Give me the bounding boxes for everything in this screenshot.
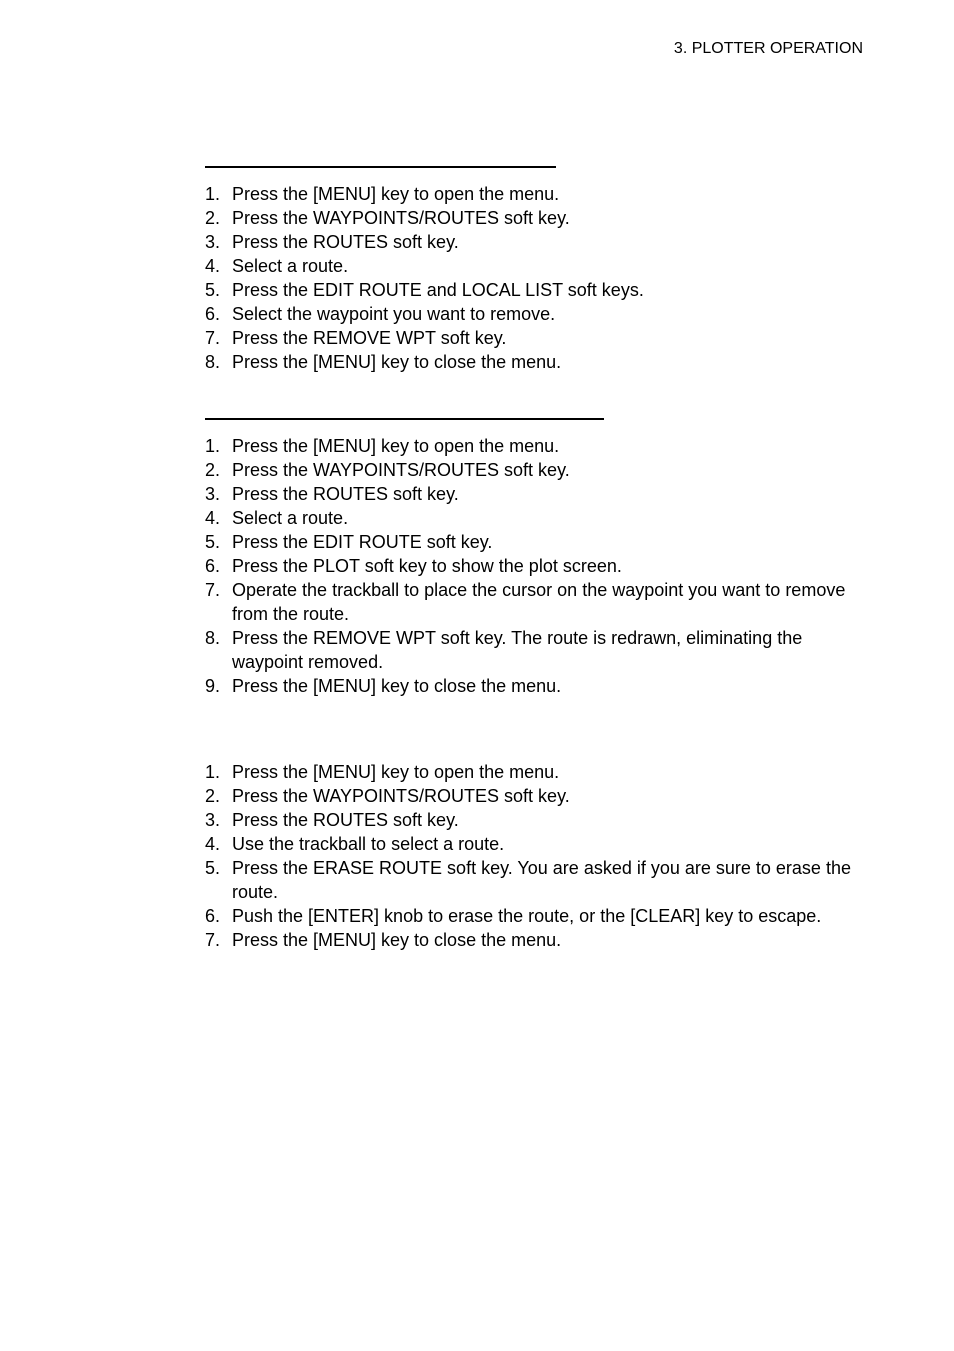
list-item bbox=[205, 808, 870, 832]
list-item bbox=[205, 626, 870, 674]
list-item bbox=[205, 278, 870, 302]
step-number: 7. bbox=[205, 580, 221, 600]
section-1-heading-rule bbox=[205, 166, 556, 168]
list-item bbox=[205, 506, 870, 530]
step-text: Press the PLOT soft key to show the plot screen. bbox=[232, 556, 622, 576]
step-text: Press the ROUTES soft key. bbox=[232, 810, 459, 830]
step-text: Press the ERASE ROUTE soft key. You are asked if you are sure to erase the route. bbox=[232, 858, 851, 902]
step-number: 8. bbox=[205, 628, 221, 648]
list-item bbox=[205, 182, 870, 206]
section-1-procedure bbox=[205, 182, 870, 374]
step-number: 1. bbox=[205, 184, 221, 204]
step-text: Press the [MENU] key to open the menu. bbox=[232, 436, 560, 456]
step-number: 3. bbox=[205, 484, 221, 504]
list-item bbox=[205, 458, 870, 482]
step-text: Use the trackball to select a route. bbox=[232, 834, 505, 854]
list-item bbox=[205, 554, 870, 578]
step-number: 7. bbox=[205, 930, 221, 950]
section-2-heading-rule bbox=[205, 418, 604, 420]
step-number: 8. bbox=[205, 352, 221, 372]
step-text: Press the [MENU] key to close the menu. bbox=[232, 676, 562, 696]
step-number: 5. bbox=[205, 858, 221, 878]
list-item bbox=[205, 784, 870, 808]
step-text: Operate the trackball to place the cursor on the waypoint you want to remove from the route. bbox=[232, 580, 846, 624]
running-header: 3. PLOTTER OPERATION bbox=[673, 40, 863, 57]
step-number: 2. bbox=[205, 460, 221, 480]
step-text: Press the WAYPOINTS/ROUTES soft key. bbox=[232, 460, 570, 480]
step-text: Press the REMOVE WPT soft key. The route is redrawn, eliminating the waypoint removed. bbox=[232, 628, 803, 672]
step-text: Press the [MENU] key to close the menu. bbox=[232, 352, 562, 372]
list-item bbox=[205, 254, 870, 278]
step-text: Press the [MENU] key to open the menu. bbox=[232, 762, 560, 782]
section-2-procedure bbox=[205, 434, 870, 698]
list-item bbox=[205, 230, 870, 254]
step-list bbox=[205, 760, 870, 952]
list-item bbox=[205, 904, 870, 928]
step-number: 2. bbox=[205, 208, 221, 228]
step-text: Press the ROUTES soft key. bbox=[232, 484, 459, 504]
step-text: Press the WAYPOINTS/ROUTES soft key. bbox=[232, 786, 570, 806]
step-number: 7. bbox=[205, 328, 221, 348]
list-item bbox=[205, 206, 870, 230]
step-text: Press the EDIT ROUTE soft key. bbox=[232, 532, 493, 552]
list-item bbox=[205, 832, 870, 856]
step-number: 1. bbox=[205, 436, 221, 456]
step-number: 4. bbox=[205, 256, 221, 276]
step-list bbox=[205, 182, 870, 374]
list-item bbox=[205, 302, 870, 326]
step-number: 2. bbox=[205, 786, 221, 806]
step-text: Press the REMOVE WPT soft key. bbox=[232, 328, 507, 348]
list-item bbox=[205, 928, 870, 952]
step-number: 3. bbox=[205, 232, 221, 252]
step-text: Select a route. bbox=[232, 256, 349, 276]
step-text: Press the [MENU] key to open the menu. bbox=[232, 184, 560, 204]
step-number: 3. bbox=[205, 810, 221, 830]
list-item bbox=[205, 674, 870, 698]
step-text: Press the EDIT ROUTE and LOCAL LIST soft keys. bbox=[232, 280, 644, 300]
step-number: 5. bbox=[205, 280, 221, 300]
list-item bbox=[205, 760, 870, 784]
step-number: 5. bbox=[205, 532, 221, 552]
list-item bbox=[205, 856, 870, 904]
step-text: Press the WAYPOINTS/ROUTES soft key. bbox=[232, 208, 570, 228]
list-item bbox=[205, 482, 870, 506]
step-list bbox=[205, 434, 870, 698]
step-number: 9. bbox=[205, 676, 221, 696]
step-number: 6. bbox=[205, 556, 221, 576]
list-item bbox=[205, 530, 870, 554]
step-number: 4. bbox=[205, 508, 221, 528]
list-item bbox=[205, 350, 870, 374]
step-text: Select a route. bbox=[232, 508, 349, 528]
step-number: 4. bbox=[205, 834, 221, 854]
step-number: 6. bbox=[205, 304, 221, 324]
step-number: 6. bbox=[205, 906, 221, 926]
step-text: Press the ROUTES soft key. bbox=[232, 232, 459, 252]
list-item bbox=[205, 578, 870, 626]
step-text: Push the [ENTER] knob to erase the route, or the [CLEAR] key to escape. bbox=[232, 906, 822, 926]
step-number: 1. bbox=[205, 762, 221, 782]
step-text: Select the waypoint you want to remove. bbox=[232, 304, 556, 324]
list-item bbox=[205, 326, 870, 350]
step-text: Press the [MENU] key to close the menu. bbox=[232, 930, 562, 950]
list-item bbox=[205, 434, 870, 458]
section-3-procedure bbox=[205, 760, 870, 952]
